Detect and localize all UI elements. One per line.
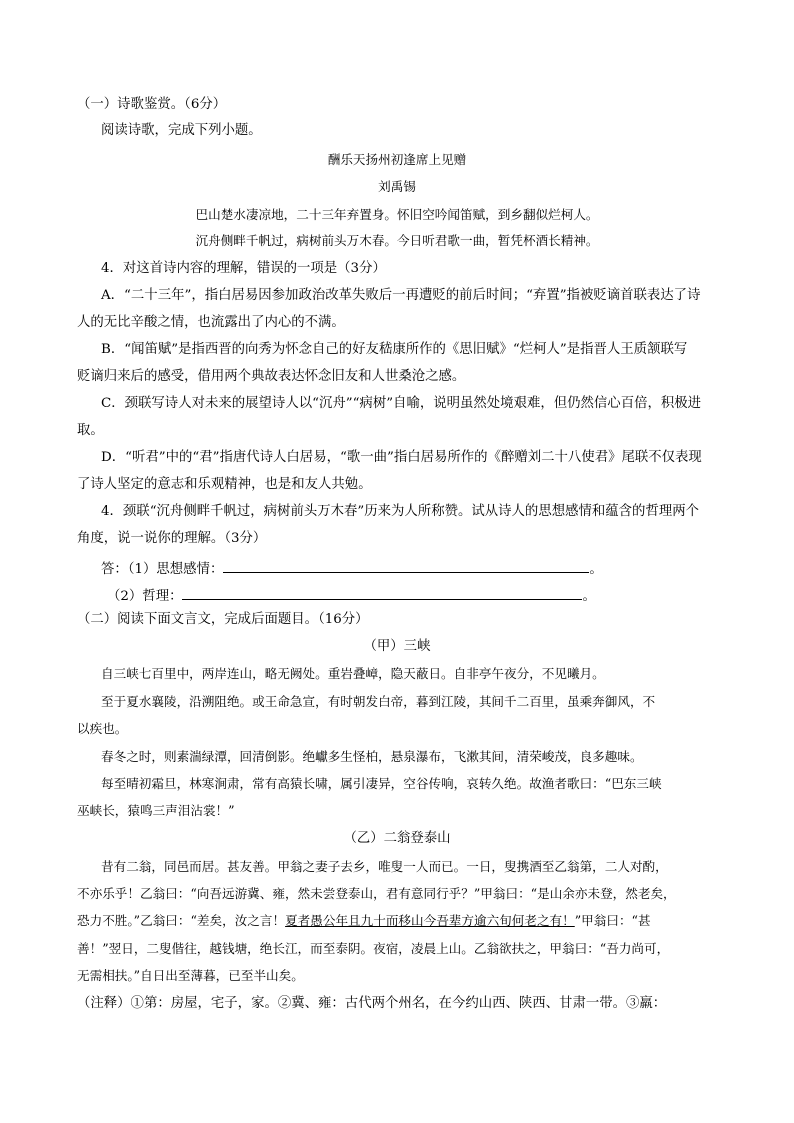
yi-underlined-sentence: 夏者愚公年且九十而移山今吾辈方逾六旬何老之有！ (285, 913, 575, 928)
option-b-line1: B．“闻笛赋”是指西晋的向秀为怀念自己的好友嵇康所作的《思旧赋》“烂柯人”是指晋人王质颔联写 (101, 342, 688, 357)
question-4-stem: 4．对这首诗内容的理解，错误的一项是（3分） (101, 261, 386, 276)
jia-paragraph-2-line2: 以疾也。 (77, 721, 128, 736)
answer-1-end: 。 (589, 562, 603, 577)
option-b-line2: 贬谪归来后的感受，借用两个典故表达怀念旧友和人世桑沧之感。 (77, 369, 466, 384)
option-c-line2: 取。 (77, 423, 104, 438)
yi-line-1: 昔有二翁，同邑而居。甚友善。甲翁之妻子去乡，唯叟一人而已。一日，叟携酒至乙翁第，二人对酌， (101, 859, 668, 874)
answer-2-blank[interactable] (182, 585, 582, 600)
option-a-line1: A．“二十三年”，指白居易因参加政治改革失败后一再遭贬的前后时间；“弃置”指被贬谪首联表达了诗 (101, 288, 701, 303)
answer-2-label: （2）哲理： (107, 589, 183, 604)
option-c-line1: C．颈联写诗人对未来的展望诗人以“沉舟”“病树”自喻，说明虽然处境艰难，但仍然信心百倍，积极进 (101, 396, 702, 411)
answer-2-end: 。 (582, 589, 596, 604)
jia-paragraph-3: 春冬之时，则素湍绿潭，回清倒影。绝巘多生怪柏，悬泉瀑布，飞漱其间，清荣峻茂，良多趣味。 (101, 749, 643, 764)
answer-1-blank[interactable] (223, 558, 589, 573)
section2-heading: （二）阅读下面文言文，完成后面题目。（16分） (77, 612, 369, 627)
section1-heading: （一）诗歌鉴赏。（6分） (77, 97, 227, 112)
question-4b-line2: 角度，说一说你的理解。（3分） (77, 531, 267, 546)
yi-line-3-tail: ”甲翁曰：“甚 (574, 913, 651, 928)
answer-1-row (101, 558, 603, 580)
passage-jia-title: （甲）三峡 (363, 639, 431, 654)
poem-line-2: 沉舟侧畔千帆过，病树前头万木春。今日听君歌一曲，暂凭杯酒长精神。 (195, 233, 599, 248)
yi-line-5: 无需相扶。”自日出至薄暮，已至半山矣。 (77, 968, 304, 983)
question-4b-line1: 4．颈联“沉舟侧畔千帆过，病树前头万木春”历来为人所称赞。试从诗人的思想感情和蕴含的哲理两个 (101, 504, 700, 519)
yi-line-3 (77, 911, 651, 931)
jia-paragraph-1: 自三峡七百里中，两岸连山，略无阙处。重岩叠嶂，隐天蔽日。自非亭午夜分，不见曦月。 (101, 666, 605, 681)
option-d-line2: 了诗人坚定的意志和乐观精神，也是和友人共勉。 (77, 477, 372, 492)
yi-line-2: 不亦乐乎！乙翁曰：“向吾远游冀、雍，然未尝登泰山，君有意同行乎？”甲翁曰：“是山余亦未登，然老矣， (77, 886, 676, 901)
option-a-line2: 人的无比辛酸之情，也流露出了内心的不满。 (77, 315, 345, 330)
answer-2-row (107, 585, 596, 607)
jia-paragraph-2-line1: 至于夏水襄陵，沿溯阻绝。或王命急宣，有时朝发白帝，暮到江陵，其间千二百里，虽乘奔御风，不 (101, 694, 656, 709)
poem-author: 刘禹锡 (378, 179, 416, 194)
option-d-line1: D．“听君”中的“君”指唐代诗人白居易，“歌一曲”指白居易所作的《醉赠刘二十八使君》尾联不仅表现 (101, 450, 702, 465)
jia-paragraph-4-line2: 巫峡长，猿鸣三声泪沾裳！” (77, 803, 235, 818)
yi-line-4: 善！”翌日，二叟偕往，越钱塘，绝长江，而至泰阴。夜宿，凌晨上山。乙翁欲扶之，甲翁曰：“吾力尚可， (77, 941, 670, 956)
annotation-note: （注释）①第：房屋，宅子，家。②冀、雍：古代两个州名，在今约山西、陕西、甘肃一带。③羸： (77, 996, 667, 1011)
answer-1-label: 答：（1）思想感情： (101, 562, 224, 577)
passage-yi-title: （乙）二翁登泰山 (343, 831, 451, 846)
section1-instruction: 阅读诗歌，完成下列小题。 (101, 123, 262, 138)
poem-title: 酬乐天扬州初逢席上见赠 (327, 152, 467, 167)
jia-paragraph-4-line1: 每至晴初霜旦，林寒涧肃，常有高猿长啸，属引凄异，空谷传响，哀转久绝。故渔者歌曰：“巴东三峡 (101, 776, 662, 791)
poem-line-1: 巴山楚水凄凉地，二十三年弃置身。怀旧空吟闻笛赋，到乡翻似烂柯人。 (195, 207, 599, 222)
yi-line-3-text: 恐力不胜。”乙翁曰：“差矣，汝之言！ (77, 913, 286, 928)
